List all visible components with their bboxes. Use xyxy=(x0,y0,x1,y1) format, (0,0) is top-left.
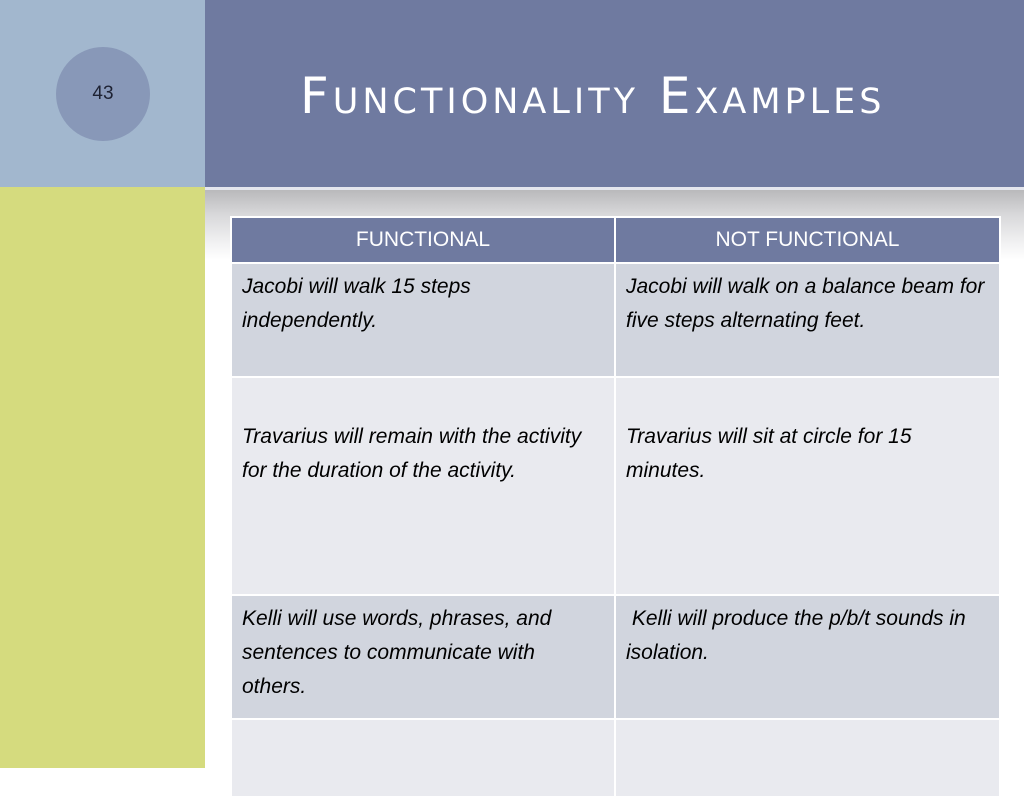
table-cell-not-functional xyxy=(615,263,1000,377)
table-header-row xyxy=(231,217,1000,263)
table-row xyxy=(231,263,1000,377)
table-cell-not-functional xyxy=(615,595,1000,719)
table-cell-functional xyxy=(231,263,615,377)
slide-number-badge xyxy=(56,47,150,141)
cell-text: Jacobi will walk 15 steps independently. xyxy=(242,275,477,332)
cell-text: Travarius will sit at circle for 15 minutes. xyxy=(626,425,918,482)
examples-table xyxy=(230,216,1001,798)
cell-text: Jacobi will walk on a balance beam for five steps alternating feet. xyxy=(626,275,991,332)
cell-text: Travarius will remain with the activity for the duration of the activity. xyxy=(242,425,588,482)
table-cell-not-functional xyxy=(615,719,1000,797)
header-functional: FUNCTIONAL xyxy=(231,217,615,263)
table-row xyxy=(231,377,1000,595)
header-not-functional: NOT FUNCTIONAL xyxy=(615,217,1000,263)
cell-text: Kelli will use words, phrases, and sentences to communicate with others. xyxy=(242,607,558,698)
left-bottom-panel xyxy=(0,187,205,768)
cell-text: Kelli will produce the p/b/t sounds in isolation. xyxy=(626,607,972,664)
table-cell-functional xyxy=(231,595,615,719)
slide-number: 43 xyxy=(92,83,114,104)
table-row xyxy=(231,595,1000,719)
table-cell-functional xyxy=(231,719,615,797)
slide-title: Functionality Examples xyxy=(300,67,886,125)
table-cell-not-functional xyxy=(615,377,1000,595)
table-row xyxy=(231,719,1000,797)
table-cell-functional xyxy=(231,377,615,595)
